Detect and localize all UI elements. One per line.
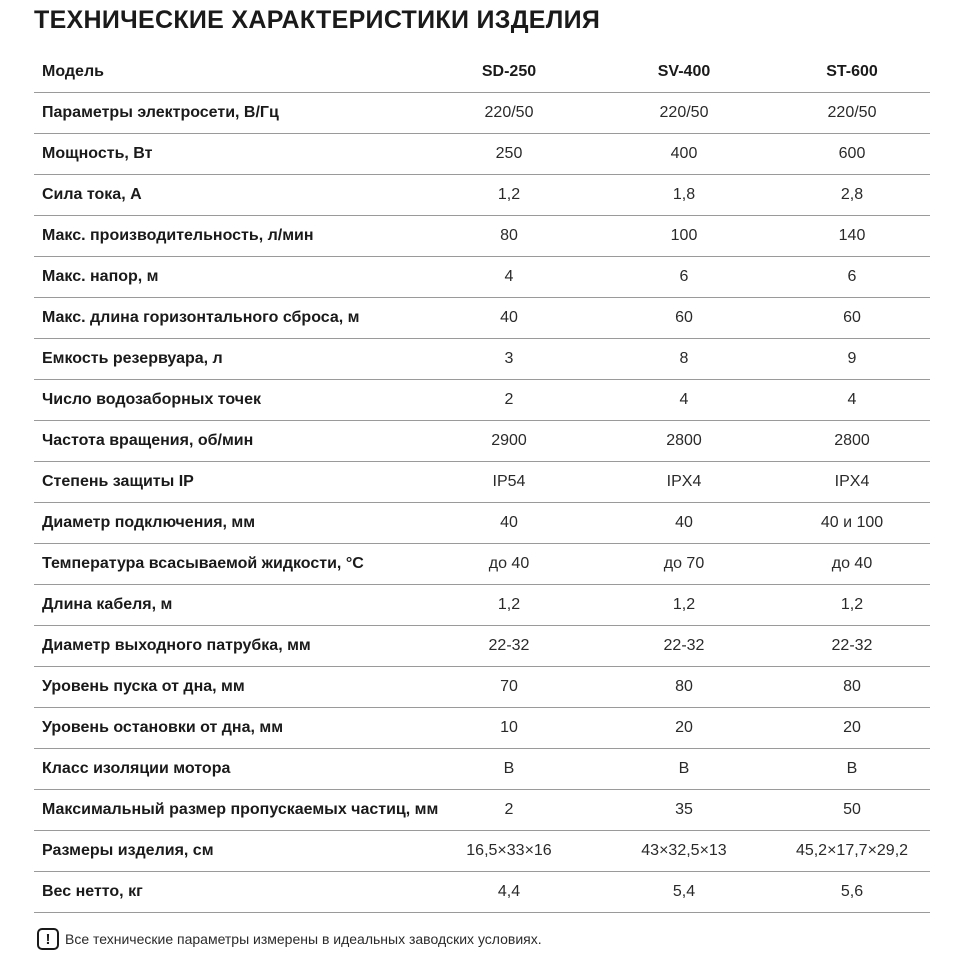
row-value-st-600: 2,8	[774, 175, 930, 216]
row-value-st-600: 45,2×17,7×29,2	[774, 831, 930, 872]
row-value-st-600: 40 и 100	[774, 503, 930, 544]
row-value-sv-400: B	[594, 749, 774, 790]
table-row	[34, 421, 930, 462]
row-value-sd-250: 80	[424, 216, 594, 257]
row-value-sv-400: до 70	[594, 544, 774, 585]
row-label: Размеры изделия, см	[34, 831, 424, 872]
footnote-text: Все технические параметры измерены в идеальных заводских условиях.	[65, 931, 542, 947]
row-value-st-600: 6	[774, 257, 930, 298]
row-label: Уровень пуска от дна, мм	[34, 667, 424, 708]
spec-table-body	[34, 93, 930, 913]
row-value-sd-250: 16,5×33×16	[424, 831, 594, 872]
page-title: ТЕХНИЧЕСКИЕ ХАРАКТЕРИСТИКИ ИЗДЕЛИЯ	[34, 6, 601, 34]
row-label: Макс. напор, м	[34, 257, 424, 298]
model-header-st-600: ST-600	[774, 52, 930, 93]
row-value-sd-250: 2	[424, 790, 594, 831]
table-row	[34, 831, 930, 872]
row-value-sd-250: B	[424, 749, 594, 790]
row-value-st-600: 2800	[774, 421, 930, 462]
row-label: Диаметр подключения, мм	[34, 503, 424, 544]
row-value-sd-250: 250	[424, 134, 594, 175]
table-row	[34, 257, 930, 298]
row-value-sv-400: 100	[594, 216, 774, 257]
row-label: Максимальный размер пропускаемых частиц, мм	[34, 790, 424, 831]
row-label: Емкость резервуара, л	[34, 339, 424, 380]
table-header-row	[34, 52, 930, 93]
row-label: Диаметр выходного патрубка, мм	[34, 626, 424, 667]
row-value-sd-250: 220/50	[424, 93, 594, 134]
row-value-sd-250: 1,2	[424, 585, 594, 626]
row-label: Длина кабеля, м	[34, 585, 424, 626]
row-value-st-600: 20	[774, 708, 930, 749]
row-value-sv-400: 20	[594, 708, 774, 749]
row-value-sv-400: 22-32	[594, 626, 774, 667]
row-value-sv-400: 5,4	[594, 872, 774, 913]
row-label: Мощность, Вт	[34, 134, 424, 175]
table-row	[34, 872, 930, 913]
table-row	[34, 626, 930, 667]
row-value-st-600: 5,6	[774, 872, 930, 913]
row-value-sv-400: 220/50	[594, 93, 774, 134]
row-value-st-600: IPX4	[774, 462, 930, 503]
header-label: Модель	[34, 52, 424, 93]
row-value-sv-400: IPX4	[594, 462, 774, 503]
row-value-sd-250: 1,2	[424, 175, 594, 216]
row-value-sv-400: 80	[594, 667, 774, 708]
row-label: Частота вращения, об/мин	[34, 421, 424, 462]
table-row	[34, 749, 930, 790]
table-row	[34, 298, 930, 339]
table-row	[34, 93, 930, 134]
row-label: Вес нетто, кг	[34, 872, 424, 913]
row-value-sd-250: 70	[424, 667, 594, 708]
row-label: Число водозаборных точек	[34, 380, 424, 421]
row-value-sv-400: 35	[594, 790, 774, 831]
row-value-sd-250: 4,4	[424, 872, 594, 913]
row-label: Класс изоляции мотора	[34, 749, 424, 790]
row-value-sv-400: 4	[594, 380, 774, 421]
row-value-sv-400: 60	[594, 298, 774, 339]
row-value-sd-250: до 40	[424, 544, 594, 585]
table-row	[34, 216, 930, 257]
row-label: Сила тока, А	[34, 175, 424, 216]
row-value-sd-250: 10	[424, 708, 594, 749]
model-header-sd-250: SD-250	[424, 52, 594, 93]
table-row	[34, 339, 930, 380]
row-value-st-600: 220/50	[774, 93, 930, 134]
table-row	[34, 708, 930, 749]
row-value-st-600: 60	[774, 298, 930, 339]
row-value-sd-250: 2900	[424, 421, 594, 462]
row-value-sv-400: 43×32,5×13	[594, 831, 774, 872]
row-value-sv-400: 2800	[594, 421, 774, 462]
row-value-st-600: B	[774, 749, 930, 790]
row-value-sv-400: 1,8	[594, 175, 774, 216]
table-row	[34, 503, 930, 544]
row-value-sd-250: 4	[424, 257, 594, 298]
row-value-st-600: 80	[774, 667, 930, 708]
row-value-sv-400: 8	[594, 339, 774, 380]
row-value-sd-250: 2	[424, 380, 594, 421]
row-value-sd-250: 40	[424, 298, 594, 339]
row-value-st-600: 50	[774, 790, 930, 831]
row-label: Макс. производительность, л/мин	[34, 216, 424, 257]
table-row	[34, 667, 930, 708]
exclamation-icon: !	[37, 928, 59, 950]
footnote	[37, 928, 542, 950]
model-header-sv-400: SV-400	[594, 52, 774, 93]
row-label: Параметры электросети, В/Гц	[34, 93, 424, 134]
table-row	[34, 380, 930, 421]
row-label: Температура всасываемой жидкости, °С	[34, 544, 424, 585]
row-label: Макс. длина горизонтального сброса, м	[34, 298, 424, 339]
row-value-sd-250: 22-32	[424, 626, 594, 667]
table-row	[34, 134, 930, 175]
table-row	[34, 585, 930, 626]
row-value-st-600: 4	[774, 380, 930, 421]
row-value-sd-250: 3	[424, 339, 594, 380]
table-row	[34, 175, 930, 216]
row-value-st-600: 600	[774, 134, 930, 175]
row-value-sv-400: 400	[594, 134, 774, 175]
row-value-sd-250: IP54	[424, 462, 594, 503]
row-value-st-600: 1,2	[774, 585, 930, 626]
row-value-st-600: 140	[774, 216, 930, 257]
row-label: Степень защиты IP	[34, 462, 424, 503]
row-value-sv-400: 6	[594, 257, 774, 298]
row-value-st-600: 9	[774, 339, 930, 380]
table-row	[34, 462, 930, 503]
row-value-sv-400: 1,2	[594, 585, 774, 626]
table-row	[34, 790, 930, 831]
table-row	[34, 544, 930, 585]
row-label: Уровень остановки от дна, мм	[34, 708, 424, 749]
row-value-st-600: 22-32	[774, 626, 930, 667]
spec-table	[34, 52, 930, 913]
row-value-sv-400: 40	[594, 503, 774, 544]
row-value-sd-250: 40	[424, 503, 594, 544]
row-value-st-600: до 40	[774, 544, 930, 585]
